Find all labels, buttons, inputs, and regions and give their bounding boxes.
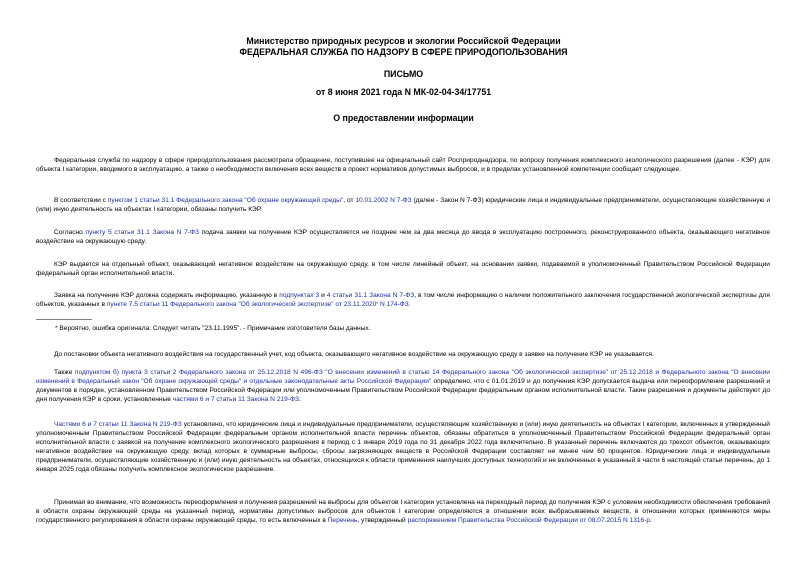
paragraph-9 <box>36 498 770 525</box>
paragraph-9-text: Принимая во внимание, что возможность переоформления и получения разрешений на выбросы для объектов I категории установлена на переходный период до получения КЭР с условием необходимости обеспечения требований в области охраны окружающей среды на указанный период, нормативы допустимых выбросов для объектов I категории определяются в отношении всех выбрасываемых веществ, в отношении которых применяются меры государственного регулирования в области охраны окружающей среды, то есть включенных в <box>36 499 770 525</box>
paragraph-1-text: Федеральная служба по надзору в сфере природопользования рассмотрела обращение, поступившее на официальный сайт Росприроднадзора, по вопросу получения комплексного экологического разрешения (далее - КЭР) для объекта I категории, вводимого в эксплуатацию, а также о необходимости включения всех веществ в проект нормативов допустимых выбросов, и в пределах установленной компетенции сообщает следующее. <box>36 157 770 174</box>
link-subitem-3[interactable]: подпунктах 3 <box>279 292 320 299</box>
footnote-marker: * <box>376 302 379 308</box>
paragraph-8-text: установлено, что юридические лица и индивидуальные предприниматели, осуществляющие хозяйственную и (или) иную деятельность на объектах I категории, включенных в утвержденный уполномоченным Правительством Российской Федерации федеральным органом исполнительной власти перечень объектов, обязаны обратиться в уполномоченный Правительством Российской Федерации федеральный орган исполнительной власти с заявкой на получение комплексного экологического разрешения в период с 1 января 2019 года по 31 декабря 2022 года включительно. В указанный перечень включаются до трехсот объектов, оказывающих негативное воздействие на окружающую среду, вклад которых в суммарные выбросы, сбросы загрязняющих веществ в Российской Федерации составляет не менее чем 60 процентов. Юридические лица и индивидуальные предприниматели, осуществляющие хозяйственную и (или) иную деятельность на объектах, относящихся к области применения наилучших доступных технологий и не включенных в указанный в части 6 настоящей статьи перечень, до 1 января 2025 года обязаны получить комплексное экологическое разрешение. <box>36 421 770 474</box>
paragraph-4-text: КЭР выдается на отдельный объект, оказывающий негативное воздействие на окружающую среду, в том числе линейный объект, на основании заявки, подаваемой в уполномоченный Правительством Российской Федерации федеральный орган исполнительной власти. <box>36 261 770 278</box>
paragraph-8 <box>36 420 770 475</box>
link-174-fz[interactable]: N 174-ФЗ. <box>378 301 411 309</box>
header-ministry: Министерство природных ресурсов и экологии Российской Федерации <box>246 36 561 46</box>
paragraph-2 <box>36 196 770 214</box>
paragraph-7-text: Также <box>54 369 75 376</box>
paragraph-5-text: Заявка на получение КЭР должна содержать информацию, указанную в <box>54 292 280 299</box>
paragraph-7 <box>36 368 770 404</box>
paragraph-7-text: определено, что с 01.01.2019 и до получения КЭР допускается выдача или переоформление разрешений и документов в порядке, установленном Правительством Российской Федерации или уполномоченным Правительством Российской Федерации федеральным органом исполнительной власти. Такие разрешения и документы действуют до дня получения КЭР в сроки, установленные <box>36 378 771 404</box>
paragraph-3 <box>36 228 770 246</box>
footnote-text: * Вероятно, ошибка оригинала. Следует читать "23.11.1995". - Примечание изготовителя базы данных. <box>55 325 371 332</box>
footnote-divider <box>36 319 92 320</box>
paragraph-3-text: Согласно <box>54 229 86 236</box>
link-subitem-4-art-31-1[interactable]: 4 статьи 31.1 Закона N 7-ФЗ <box>326 292 415 299</box>
link-government-order-1316-r[interactable]: распоряжением Правительства Российской Федерации от 08.07.2015 N 1316-р <box>407 517 651 525</box>
link-item-5-art-31-1[interactable]: пункту 5 статьи 31.1 Закона N 7-ФЗ <box>85 229 200 236</box>
paragraph-7-text: . <box>298 396 301 404</box>
paragraph-6 <box>36 350 770 359</box>
link-parts-6-7-art-11-219-fz[interactable]: частями 6 и 7 статьи 11 Закона N 219-ФЗ <box>172 396 299 404</box>
link-item-7-5-art-11-expertise-law[interactable]: пункте 7.5 статьи 11 Федерального закона "Об экологической экспертизе" от 23.11.2020 <box>106 301 377 309</box>
header-service: ФЕДЕРАЛЬНАЯ СЛУЖБА ПО НАДЗОРУ В СФЕРЕ ПРИРОДОПОЛЬЗОВАНИЯ <box>239 47 568 57</box>
paragraph-5 <box>36 291 770 309</box>
paragraph-9-text: , утвержденный <box>357 517 408 525</box>
link-perechen[interactable]: Перечень <box>327 517 358 525</box>
paragraph-2-text: В соответствии с <box>54 197 108 204</box>
document-subject: О предоставлении информации <box>333 113 474 123</box>
paragraph-1 <box>36 156 770 174</box>
paragraph-2-text: , от <box>343 197 356 204</box>
link-law-7fz-date[interactable]: 10.01.2002 N 7-ФЗ <box>355 197 412 204</box>
link-496-fz-amendments[interactable]: подпунктом б) пункта 3 статьи 2 Федерального закона от 25.12.2018 N 496-ФЗ "О внесении изменений в статью 14 Федерального закона "Об экологической экспертизе" от 25.12.2018 и Федерального закона "О внесении изменений в Федеральный закон "Об охране окружающей среды" и отдельные законодательные акты Российской Федерации" <box>36 369 770 386</box>
paragraph-5-text: и <box>319 292 327 299</box>
paragraph-3-text: подача заявки на получение КЭР осуществляется не позднее чем за два месяца до ввода в эксплуатацию построенного, реконструированного объекта, оказывающего негативное воздействие на окружающую среду. <box>36 229 770 246</box>
paragraph-4 <box>36 260 770 278</box>
paragraph-6-text: До постановки объекта негативного воздействия на государственный учет, код объекта, оказывающего негативное воздействие на окружающую среду в заявке на получение КЭР не указывается. <box>54 351 654 358</box>
paragraph-2-text: (далее - Закон N 7-ФЗ) юридические лица и индивидуальные предприниматели, осуществляющие хозяйственную и (или) иную деятельность на объектах I категории, обязаны получить КЭР. <box>36 197 771 214</box>
link-law-7fz-item-1-art-31-1[interactable]: пунктом 1 статьи 31.1 Федерального закона "Об охране окружающей среды" <box>107 197 344 204</box>
document-type: ПИСЬМО <box>383 69 424 79</box>
document-date-number: от 8 июня 2021 года N МК-02-04-34/17751 <box>315 87 492 97</box>
paragraph-9-text: . <box>650 517 652 525</box>
link-parts-6-7-art-11-219-fz[interactable]: Частями 6 и 7 статьи 11 Закона N 219-ФЗ <box>54 421 182 428</box>
paragraph-5-text: , в том числе информацию о наличии положительного заключения государственной экологической экспертизы для объектов, указанных в <box>36 292 770 309</box>
